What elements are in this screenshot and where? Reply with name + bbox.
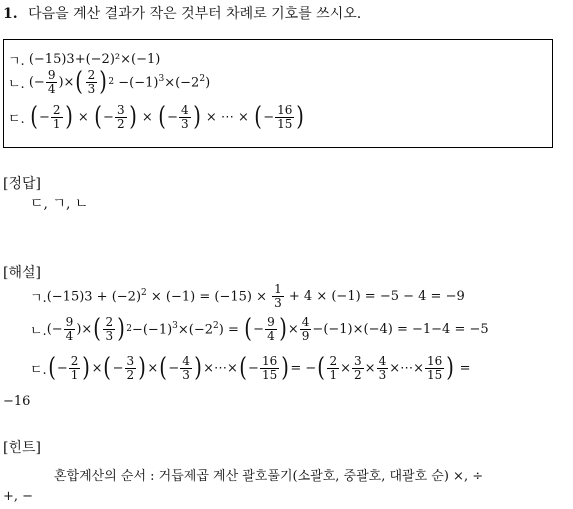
question-text: 다음을 계산 결과가 작은 것부터 차례로 기호를 쓰시오.: [28, 6, 362, 22]
answer-text: ㄷ, ㄱ, ㄴ: [30, 196, 89, 212]
item-c: ㄷ. ( − $\frac{2}{1}$ ) × ( − $\frac{3}{2}$ ) × ( − $\frac{4}{3}$ ) × ⋯ × ( − $\frac{16}{15}$ ): [8, 102, 305, 133]
item-a-label: ㄱ.: [8, 54, 25, 69]
hint-header: [힌트]: [3, 440, 41, 456]
item-b: ㄴ. (− $\frac{9}{4}$ )× ( $\frac{2}{3}$ ) 2 $-(-1)^3\times(-2^2)$: [8, 67, 211, 98]
hint-line-2: +, −: [3, 489, 34, 504]
explanation-b-label: ㄴ.: [30, 323, 47, 339]
explanation-b: ㄴ. (− $\frac{9}{4}$ )× ( $\frac{2}{3}$ ) 2 $-(-1)^3\times(-2^2)$ = ( − $\frac{9}{4}$ ) × $\frac{4}{9}$ −(−1)×(−4) = −1−4 = −5: [30, 314, 489, 345]
item-a: [8, 50, 160, 69]
item-b-label: ㄴ.: [8, 76, 25, 92]
explanation-c-label: ㄷ.: [30, 362, 47, 378]
explanation-header: [해설]: [3, 265, 41, 281]
hint-line-1: 혼합계산의 순서 : 거듭제곱 계산 괄호풀기(소괄호, 중괄호, 대괄호 순) ×, ÷: [54, 469, 484, 484]
explanation-a: ㄱ. $(-15)3 + (-2)^2 \times (-1) = (-15)$ × $\frac{1}{3}$ + 4 × (−1) = −5 − 4 = −9: [30, 282, 465, 310]
explanation-a-label: ㄱ.: [30, 290, 47, 306]
item-a-expr: (−15)3+(−2)²×(−1): [28, 52, 161, 67]
question: [3, 3, 361, 23]
explanation-c-result: −16: [3, 394, 31, 409]
item-c-label: ㄷ.: [8, 111, 25, 127]
answer-header: [정답]: [3, 176, 41, 192]
problem-box: [3, 39, 553, 148]
question-number: 1.: [3, 6, 18, 22]
explanation-c: ㄷ. ( − $\frac{2}{1}$ ) × ( − $\frac{3}{2}$ ) × ( − $\frac{4}{3}$ ) ×⋯× ( − $\frac{16}{15}$ ) = − ( $\frac{2}{1}$ × $\frac{3}{2}$ × $\frac{4}{3}$ ×⋯× $\frac{16}{15}$ ) =: [30, 353, 471, 384]
